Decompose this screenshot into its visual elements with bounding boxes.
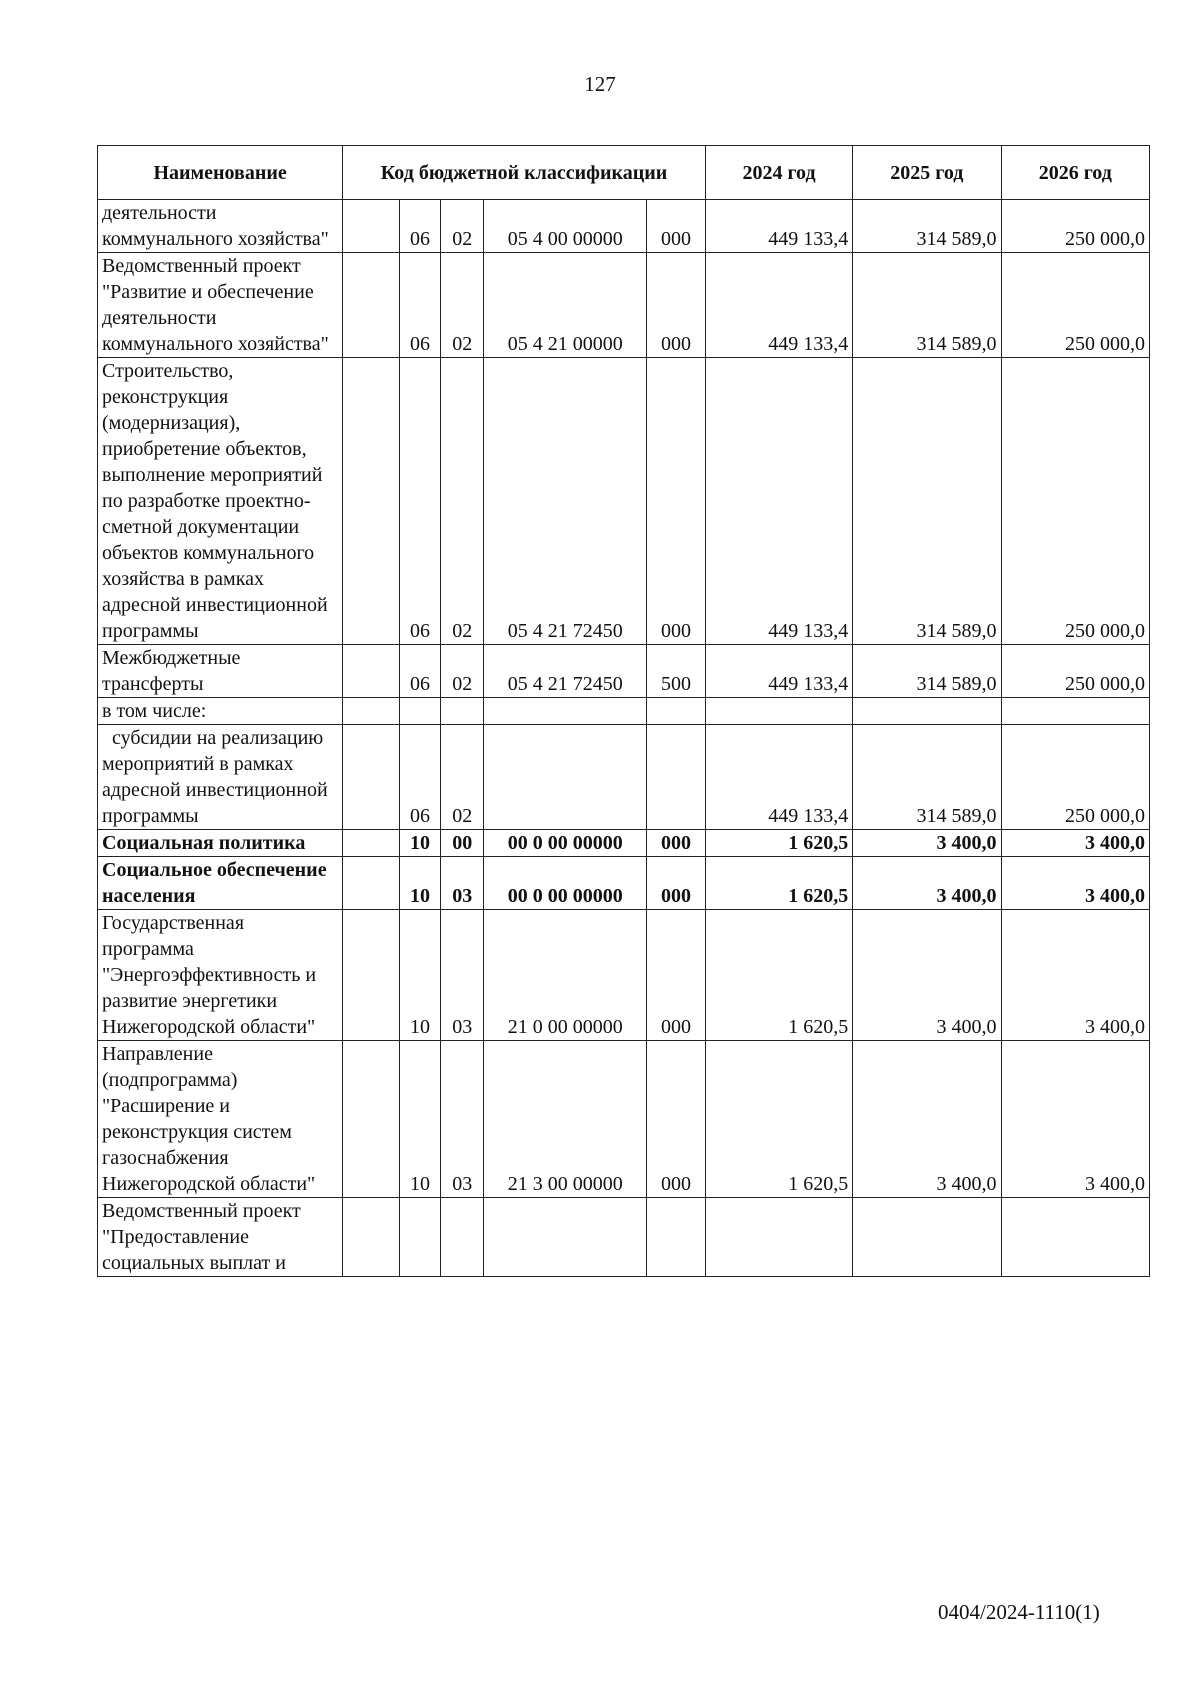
value-2026 <box>1001 1198 1149 1277</box>
code-blank <box>343 200 400 253</box>
code-expense-type: 000 <box>647 830 706 857</box>
code-section: 06 <box>399 253 440 358</box>
code-blank <box>343 698 400 725</box>
code-section <box>399 698 440 725</box>
code-expense-type: 000 <box>647 857 706 910</box>
code-subsection <box>441 698 484 725</box>
code-expense-type: 000 <box>647 1041 706 1198</box>
value-2025: 314 589,0 <box>853 200 1001 253</box>
code-blank <box>343 1198 400 1277</box>
table-body <box>98 200 1150 1277</box>
code-target-article: 00 0 00 00000 <box>484 830 647 857</box>
value-2024: 449 133,4 <box>705 645 852 698</box>
table-row <box>98 910 1150 1041</box>
value-2024: 449 133,4 <box>705 725 852 830</box>
value-2025: 314 589,0 <box>853 645 1001 698</box>
code-section: 06 <box>399 645 440 698</box>
code-expense-type: 000 <box>647 358 706 645</box>
value-2025: 314 589,0 <box>853 725 1001 830</box>
code-target-article: 05 4 00 00000 <box>484 200 647 253</box>
row-name: Социальная политика <box>98 830 343 857</box>
code-target-article: 05 4 21 72450 <box>484 358 647 645</box>
value-2026: 250 000,0 <box>1001 725 1149 830</box>
table-row <box>98 1198 1150 1277</box>
code-target-article <box>484 725 647 830</box>
value-2025 <box>853 698 1001 725</box>
code-subsection: 03 <box>441 910 484 1041</box>
value-2026: 3 400,0 <box>1001 1041 1149 1198</box>
code-subsection: 02 <box>441 358 484 645</box>
table-row <box>98 253 1150 358</box>
code-subsection: 02 <box>441 645 484 698</box>
value-2024: 449 133,4 <box>705 253 852 358</box>
code-subsection: 03 <box>441 1041 484 1198</box>
table-row <box>98 857 1150 910</box>
header-name: Наименование <box>98 146 343 200</box>
code-section: 06 <box>399 725 440 830</box>
code-blank <box>343 253 400 358</box>
code-blank <box>343 645 400 698</box>
code-section: 06 <box>399 358 440 645</box>
row-name: Ведомственный проект "Предоставление социальных выплат и <box>98 1198 343 1277</box>
code-expense-type <box>647 698 706 725</box>
value-2026: 250 000,0 <box>1001 200 1149 253</box>
header-2025: 2025 год <box>853 146 1001 200</box>
code-blank <box>343 358 400 645</box>
table-row <box>98 698 1150 725</box>
value-2025: 3 400,0 <box>853 910 1001 1041</box>
table-row <box>98 725 1150 830</box>
table-row <box>98 645 1150 698</box>
value-2025: 314 589,0 <box>853 358 1001 645</box>
row-name: деятельности коммунального хозяйства" <box>98 200 343 253</box>
code-subsection: 03 <box>441 857 484 910</box>
header-2024: 2024 год <box>705 146 852 200</box>
value-2024: 449 133,4 <box>705 200 852 253</box>
value-2025: 314 589,0 <box>853 253 1001 358</box>
code-section: 10 <box>399 857 440 910</box>
row-name: Межбюджетные трансферты <box>98 645 343 698</box>
code-target-article: 21 0 00 00000 <box>484 910 647 1041</box>
code-subsection: 00 <box>441 830 484 857</box>
value-2026: 3 400,0 <box>1001 857 1149 910</box>
code-target-article: 00 0 00 00000 <box>484 857 647 910</box>
code-blank <box>343 857 400 910</box>
table-row <box>98 200 1150 253</box>
code-expense-type: 000 <box>647 200 706 253</box>
code-blank <box>343 1041 400 1198</box>
budget-table <box>97 145 1150 1277</box>
value-2024 <box>705 698 852 725</box>
code-expense-type: 000 <box>647 910 706 1041</box>
table-row <box>98 1041 1150 1198</box>
code-subsection: 02 <box>441 253 484 358</box>
value-2024 <box>705 1198 852 1277</box>
value-2026: 250 000,0 <box>1001 358 1149 645</box>
value-2026 <box>1001 698 1149 725</box>
value-2026: 3 400,0 <box>1001 910 1149 1041</box>
code-blank <box>343 725 400 830</box>
header-2026: 2026 год <box>1001 146 1149 200</box>
table-header-row <box>98 146 1150 200</box>
value-2024: 449 133,4 <box>705 358 852 645</box>
code-expense-type: 500 <box>647 645 706 698</box>
value-2024: 1 620,5 <box>705 857 852 910</box>
code-blank <box>343 830 400 857</box>
value-2024: 1 620,5 <box>705 910 852 1041</box>
code-expense-type <box>647 1198 706 1277</box>
code-section: 10 <box>399 830 440 857</box>
value-2026: 3 400,0 <box>1001 830 1149 857</box>
row-name: Строительство, реконструкция (модернизация), приобретение объектов, выполнение мероприятий по разработке проектно-сметной документации объектов коммунального хозяйства в рамках адресной инвестиционной программы <box>98 358 343 645</box>
row-name: в том числе: <box>98 698 343 725</box>
value-2025: 3 400,0 <box>853 857 1001 910</box>
code-blank <box>343 910 400 1041</box>
page-number: 127 <box>584 72 616 96</box>
value-2024: 1 620,5 <box>705 1041 852 1198</box>
code-section: 10 <box>399 910 440 1041</box>
header-code: Код бюджетной классификации <box>343 146 706 200</box>
code-section: 10 <box>399 1041 440 1198</box>
table-row <box>98 358 1150 645</box>
code-section: 06 <box>399 200 440 253</box>
value-2024: 1 620,5 <box>705 830 852 857</box>
code-target-article <box>484 1198 647 1277</box>
row-name: Ведомственный проект "Развитие и обеспечение деятельности коммунального хозяйства" <box>98 253 343 358</box>
code-subsection: 02 <box>441 725 484 830</box>
code-target-article: 21 3 00 00000 <box>484 1041 647 1198</box>
value-2026: 250 000,0 <box>1001 253 1149 358</box>
value-2025: 3 400,0 <box>853 1041 1001 1198</box>
value-2026: 250 000,0 <box>1001 645 1149 698</box>
code-expense-type: 000 <box>647 253 706 358</box>
row-name: Направление (подпрограмма) "Расширение и реконструкция систем газоснабжения Нижегородской области" <box>98 1041 343 1198</box>
value-2025 <box>853 1198 1001 1277</box>
code-target-article: 05 4 21 72450 <box>484 645 647 698</box>
code-subsection: 02 <box>441 200 484 253</box>
code-target-article <box>484 698 647 725</box>
row-name: субсидии на реализацию мероприятий в рамках адресной инвестиционной программы <box>98 725 343 830</box>
value-2025: 3 400,0 <box>853 830 1001 857</box>
row-name: Социальное обеспечение населения <box>98 857 343 910</box>
table-row <box>98 830 1150 857</box>
code-section <box>399 1198 440 1277</box>
code-subsection <box>441 1198 484 1277</box>
document-code: 0404/2024-1110(1) <box>938 1600 1100 1624</box>
code-expense-type <box>647 725 706 830</box>
row-name: Государственная программа "Энергоэффективность и развитие энергетики Нижегородской области" <box>98 910 343 1041</box>
code-target-article: 05 4 21 00000 <box>484 253 647 358</box>
